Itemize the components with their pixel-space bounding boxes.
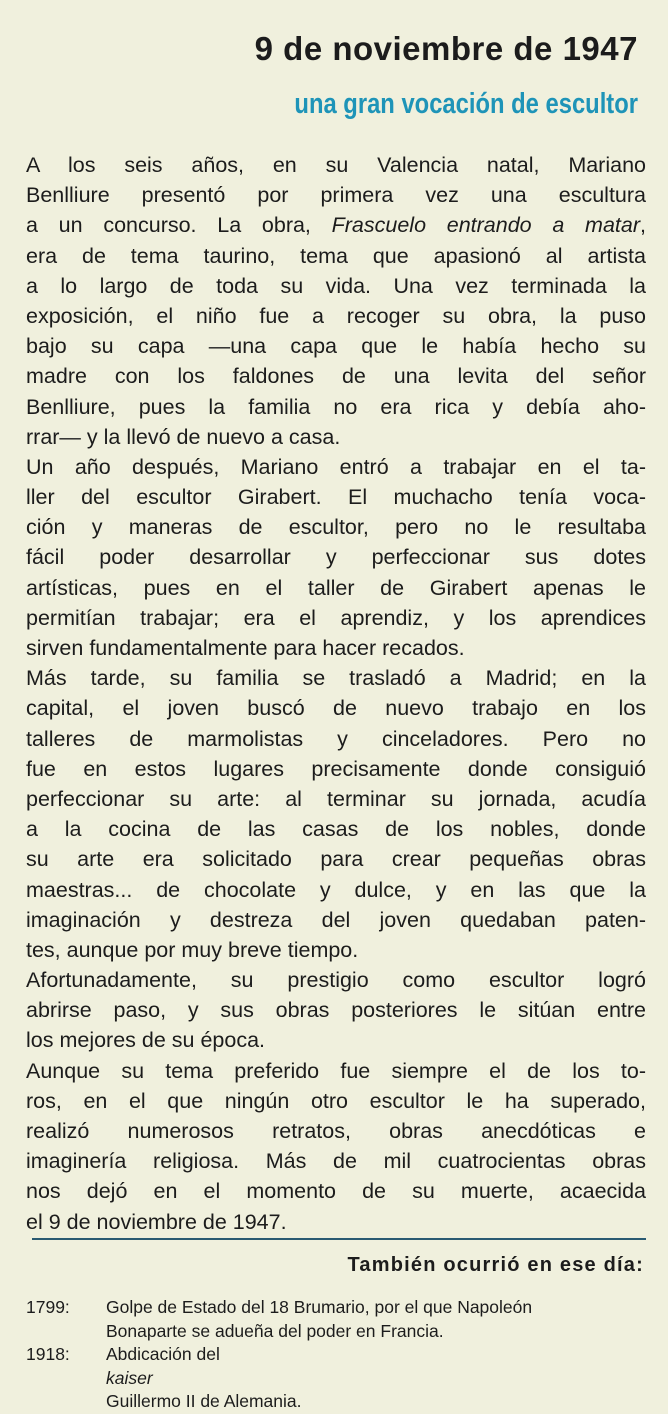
event-line: Bonaparte se adueña del poder en Francia. [106,1320,444,1341]
text-line: madre con los faldones de una levita del señor [26,364,646,389]
text-line: imaginería religiosa. Más de mil cuatrocientas obras [26,1149,646,1174]
list-item [26,1343,646,1414]
article-body [26,150,646,1237]
text-line: el 9 de noviembre de 1947. [26,1209,287,1234]
text-line: a la cocina de las casas de los nobles, donde [26,817,646,842]
event-year: 1918: [26,1344,70,1364]
text-line: Benlliure presentó por primera vez una escultura [26,183,646,208]
artwork-title: Frascuelo entrando a matar [331,213,641,238]
text-line: Un año después, Mariano entró a trabajar en el ta- [26,454,646,479]
event-line: Golpe de Estado del 18 Brumario, por el que Napoleón [106,1297,533,1317]
text-line: tes, aunque por muy breve tiempo. [26,937,359,962]
text-line: fácil poder desarrollar y perfeccionar sus dotes [26,545,646,570]
also-happened-heading: También ocurrió en ese día: [347,1254,644,1276]
page-title: 9 de noviembre de 1947 [254,30,638,67]
text-line: ros, en el que ningún otro escultor le ha superado, [26,1088,646,1113]
text-line: Benlliure, pues la familia no era rica y debía aho- [26,394,646,419]
text-line: Afortunadamente, su prestigio como escultor logró [26,968,646,993]
event-description [106,1343,646,1414]
text-line: los mejores de su época. [26,1028,266,1053]
text-line: a lo largo de toda su vida. Una vez terminada la [26,273,646,298]
section-divider [32,1238,646,1240]
italic-term: kaiser [106,1367,153,1388]
events-list [26,1296,646,1414]
text-line: capital, el joven buscó de nuevo trabajo en los [26,696,646,721]
text-line: abrirse paso, y sus obras posteriores le sitúan entre [26,998,646,1023]
event-year: 1799: [26,1297,70,1317]
text-line [26,210,646,240]
text-line: rrar— y la llevó de nuevo a casa. [26,424,341,449]
text-line: Aunque su tema preferido fue siempre el de los to- [26,1058,646,1083]
text-line: A los seis años, en su Valencia natal, Mariano [26,153,646,177]
text-fragment: Guillermo II de Alemania. [106,1391,302,1411]
page-subtitle: una gran vocación de escultor [294,88,638,120]
text-line: sirven fundamentalmente para hacer recados. [26,636,465,660]
event-description [106,1296,646,1343]
text-line: exposición, el niño fue a recoger su obra, la puso [26,303,646,328]
text-line: fue en estos lugares precisamente donde consiguió [26,756,646,781]
list-item [26,1296,646,1343]
event-line [106,1343,646,1414]
text-fragment: , [640,213,646,238]
text-line: ller del escultor Girabert. El muchacho tenía voca- [26,485,646,510]
text-line: Más tarde, su familia se trasladó a Madrid; en la [26,666,646,691]
text-line: bajo su capa —una capa que le había hecho su [26,334,646,359]
text-line: permitían trabajar; era el aprendiz, y los aprendices [26,605,646,630]
text-line: artísticas, pues en el taller de Girabert apenas le [26,575,646,600]
text-line: nos dejó en el momento de su muerte, acaecida [26,1179,646,1204]
text-line: su arte era solicitado para crear pequeñas obras [26,847,646,872]
text-line: maestras... de chocolate y dulce, y en las que la [26,877,646,902]
text-fragment: a un concurso. La obra, [26,213,332,238]
text-line: realizó numerosos retratos, obras anecdóticas e [26,1119,646,1143]
text-line: ción y maneras de escultor, pero no le resultaba [26,515,646,540]
text-fragment: Abdicación del [106,1344,220,1364]
text-line: talleres de marmolistas y cinceladores. Pero no [26,726,646,751]
text-line: perfeccionar su arte: al terminar su jornada, acudía [26,786,646,811]
text-line: imaginación y destreza del joven quedaban paten- [26,907,646,932]
text-line: era de tema taurino, tema que apasionó al artista [26,243,646,268]
